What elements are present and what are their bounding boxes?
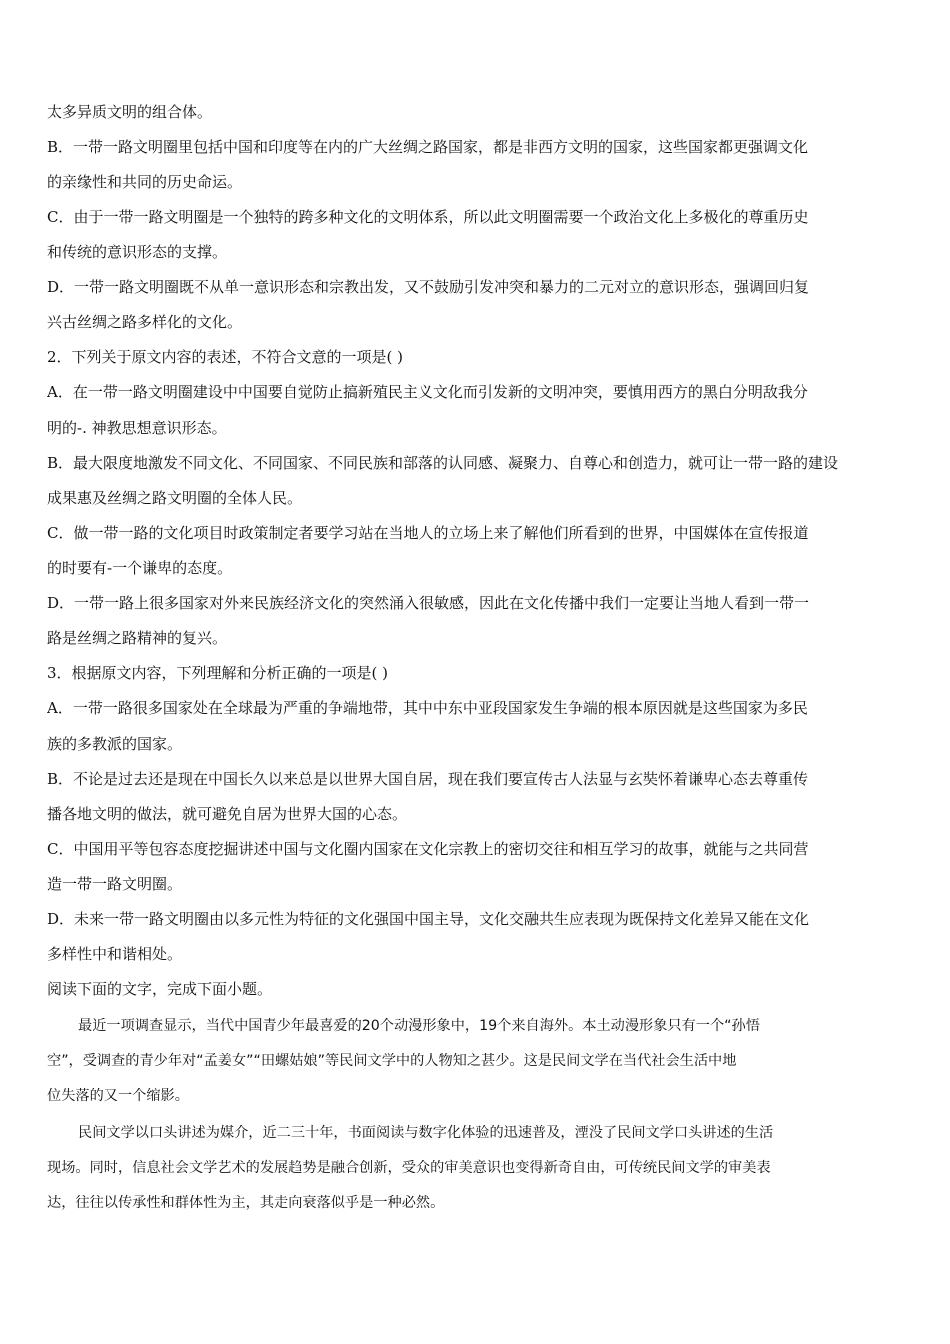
text-line: 成果惠及丝绸之路文明圈的全体人民。 bbox=[47, 489, 303, 507]
option-c-line: C．由于一带一路文明圈是一个独特的跨多种文化的文明体系，所以此文明圈需要一个政治文化上多极化的尊重历史 bbox=[47, 208, 809, 226]
reading-instruction: 阅读下面的文字，完成下面小题。 bbox=[47, 980, 273, 998]
text-line: 路是丝绸之路精神的复兴。 bbox=[47, 629, 228, 647]
option-c-line: C．做一带一路的文化项目时政策制定者要学习站在当地人的立场上来了解他们所看到的世界，中国媒体在宣传报道 bbox=[47, 524, 809, 542]
text-line: 的时要有-一个谦卑的态度。 bbox=[47, 559, 233, 577]
text-line: 造一带一路文明圈。 bbox=[47, 875, 183, 893]
passage-paragraph-2-line: 民间文学以口头讲述为媒介，近二三十年，书面阅读与数字化体验的迅速普及，湮没了民间文学口头讲述的生活 bbox=[78, 1125, 774, 1141]
text-line: 太多异质文明的组合体。 bbox=[47, 103, 213, 121]
passage-paragraph-1-line: 最近一项调查显示，当代中国青少年最喜爱的20个动漫形象中，19个来自海外。本土动漫形象只有一个“孙悟 bbox=[78, 1018, 760, 1034]
option-b-line: B．最大限度地激发不同文化、不同国家、不同民族和部落的认同感、凝聚力、自尊心和创造力，就可让一带一路的建设 bbox=[47, 454, 839, 472]
passage-paragraph-1-line: 位失落的又一个缩影。 bbox=[47, 1088, 189, 1104]
text-line: 兴古丝绸之路多样化的文化。 bbox=[47, 313, 243, 331]
passage-paragraph-2-line: 现场。同时，信息社会文学艺术的发展趋势是融合创新，受众的审美意识也变得新奇自由，可传统民间文学的审美表 bbox=[47, 1160, 771, 1176]
question-2: 2．下列关于原文内容的表述，不符合文意的一项是( ) bbox=[47, 348, 404, 366]
option-d-line: D．一带一路文明圈既不从单一意识形态和宗教出发，又不鼓励引发冲突和暴力的二元对立的意识形态，强调回归复 bbox=[47, 278, 810, 296]
text-line: 多样性中和谐相处。 bbox=[47, 945, 183, 963]
option-a-line: A．在一带一路文明圈建设中中国要自觉防止搞新殖民主义文化而引发新的文明冲突，要慎用西方的黑白分明敌我分 bbox=[47, 383, 808, 401]
passage-paragraph-1-line: 空”，受调查的青少年对“孟姜女”“田螺姑娘”等民间文学中的人物知之甚少。这是民间文学在当代社会生活中地 bbox=[47, 1053, 737, 1069]
option-b-line: B．不论是过去还是现在中国长久以来总是以世界大国自居，现在我们要宣传古人法显与玄奘怀着谦卑心态去尊重传 bbox=[47, 770, 809, 788]
question-3: 3．根据原文内容，下列理解和分析正确的一项是( ) bbox=[47, 664, 389, 682]
text-line: 的亲缘性和共同的历史命运。 bbox=[47, 173, 243, 191]
option-d-line: D．未来一带一路文明圈由以多元性为特征的文化强国中国主导，文化交融共生应表现为既保持文化差异又能在文化 bbox=[47, 910, 810, 928]
option-d-line: D．一带一路上很多国家对外来民族经济文化的突然涌入很敏感，因此在文化传播中我们一定要让当地人看到一带一 bbox=[47, 594, 810, 612]
option-c-line: C．中国用平等包容态度挖掘讲述中国与文化圈内国家在文化宗教上的密切交往和相互学习的故事，就能与之共同营 bbox=[47, 840, 809, 858]
passage-paragraph-2-line: 达，往往以传承性和群体性为主，其走向衰落似乎是一种必然。 bbox=[47, 1195, 445, 1211]
text-line: 族的多教派的国家。 bbox=[47, 735, 183, 753]
text-line: 播各地文明的做法，就可避免自居为世界大国的心态。 bbox=[47, 805, 408, 823]
option-a-line: A．一带一路很多国家处在全球最为严重的争端地带，其中中东中亚段国家发生争端的根本原因就是这些国家为多民 bbox=[47, 699, 808, 717]
option-b-line: B．一带一路文明圈里包括中国和印度等在内的广大丝绸之路国家，都是非西方文明的国家，这些国家都更强调文化 bbox=[47, 138, 809, 156]
text-line: 和传统的意识形态的支撑。 bbox=[47, 243, 228, 261]
text-line: 明的-. 神教思想意识形态。 bbox=[47, 419, 227, 437]
